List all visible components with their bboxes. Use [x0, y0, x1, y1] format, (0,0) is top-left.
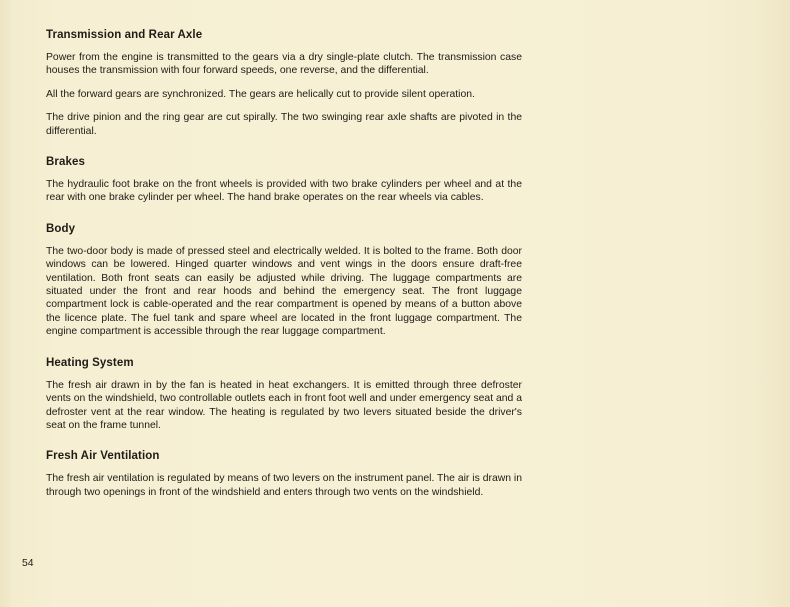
section-body [46, 222, 522, 339]
section-heading: Body [46, 222, 76, 235]
page-number: 54 [22, 558, 34, 569]
section-heating-system [46, 356, 522, 433]
paragraph: Power from the engine is transmitted to the gears via a dry single-plate clutch. The transmission case houses the transmission with four forward speeds, one reverse, and the differential. [46, 52, 522, 77]
paragraph: All the forward gears are synchronized. The gears are helically cut to provide silent operation. [46, 88, 475, 100]
section-heading: Fresh Air Ventilation [46, 450, 160, 463]
paragraph: The fresh air drawn in by the fan is heated in heat exchangers. It is emitted through three defroster vents on the windshield, two controllable outlets each in front foot well and under emergency seat and a defroster vent at the rear window. The heating is regulated by two levers situated beside the driver's seat on the frame tunnel. [46, 379, 522, 431]
section-heading: Transmission and Rear Axle [46, 29, 203, 41]
paragraph: The two-door body is made of pressed steel and electrically welded. It is bolted to the frame. Both door windows can be lowered. Hinged quarter windows and vent wings in the doors ensure draft-free ventilation. Both front seats can easily be adjusted while driving. The luggage compartments are situated under the front and rear hoods and behind the emergency seat. The front luggage compartment lock is cable-operated and the rear compartment is opened by means of a button above the licence plate. The fuel tank and spare wheel are located in the front luggage compartment. The engine compartment is accessible through the rear luggage compartment. [46, 245, 522, 338]
section-heading: Brakes [46, 156, 85, 169]
paragraph: The hydraulic foot brake on the front wheels is provided with two brake cylinders per wheel and at the rear with one brake cylinder per wheel. The hand brake operates on the rear wheels via cables. [46, 179, 522, 204]
paragraph: The fresh air ventilation is regulated by means of two levers on the instrument panel. The air is drawn in through two openings in front of the windshield and enters through two vents on the windshield. [46, 473, 522, 498]
section-brakes [46, 155, 522, 205]
section-fresh-air-ventilation [46, 449, 522, 499]
section-transmission [46, 28, 522, 138]
text-column [46, 28, 522, 516]
section-heading: Heating System [46, 356, 134, 369]
paragraph: The drive pinion and the ring gear are cut spirally. The two swinging rear axle shafts are pivoted in the differential. [46, 112, 522, 137]
